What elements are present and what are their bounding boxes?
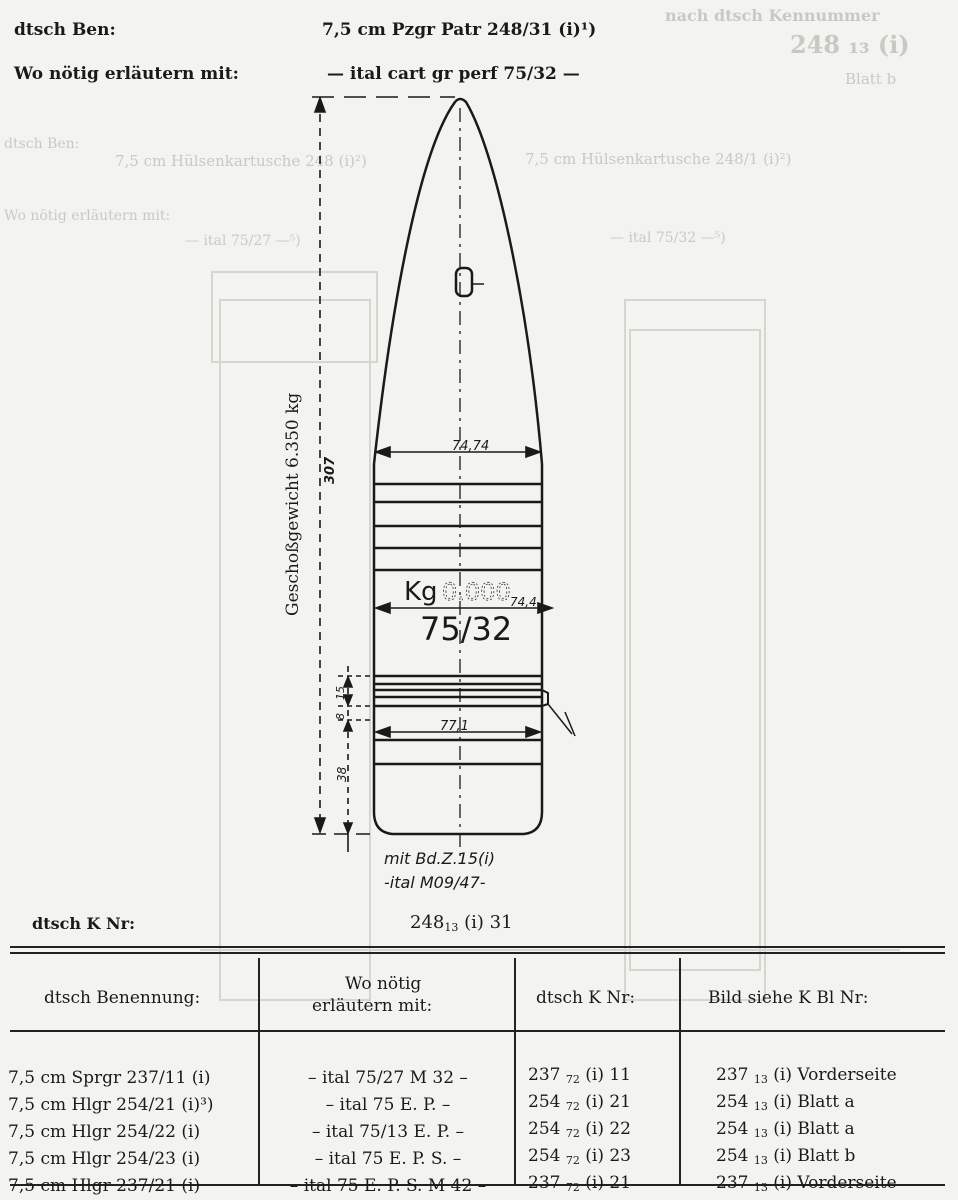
dim-body: 74,4 xyxy=(510,595,537,609)
col-header-name: dtsch Benennung: xyxy=(44,988,201,1008)
col-header-bild: Bild siehe K Bl Nr: xyxy=(708,988,869,1008)
fuze-note-2: -ital M09/47- xyxy=(384,873,486,892)
dim-ogive: 74,74 xyxy=(452,439,490,454)
row-bild: 254 $_{13}$ (i) Blatt b xyxy=(716,1146,856,1167)
bleed-text: 248 ₁₃ (i) xyxy=(790,30,910,59)
stamp-caliber: 75/32 xyxy=(420,610,513,648)
row-knr: 254 $_{72}$ (i) 21 xyxy=(528,1092,632,1113)
weight-label: Geschoßgewicht 6.350 kg xyxy=(283,392,303,616)
table-rule-top2 xyxy=(10,952,945,954)
dim-8: 8 xyxy=(334,713,347,720)
table-row xyxy=(8,1145,897,1172)
dim-total: 307 xyxy=(323,456,338,484)
row-ital: – ital 75 E. P. S. – xyxy=(314,1148,462,1169)
bleed-text: dtsch Ben: xyxy=(4,136,80,152)
dim-38: 38 xyxy=(335,766,349,782)
stamp-number: 0.000 xyxy=(442,578,511,606)
projectile-body xyxy=(374,464,542,834)
ammo-table xyxy=(8,1064,897,1199)
bleed-text: 7,5 cm Hülsenkartusche 248/1 (i)²) xyxy=(525,150,792,168)
col-header-ital-1: Wo nötig xyxy=(345,974,422,994)
row-bild: 237 $_{13}$ (i) Vorderseite xyxy=(716,1173,897,1194)
row-name: 7,5 cm Hlgr 254/23 (i) xyxy=(8,1148,201,1169)
row-knr: 237 $_{72}$ (i) 21 xyxy=(528,1173,632,1194)
bleed-text: Blatt b xyxy=(845,70,897,88)
bleed-text: nach dtsch Kennummer xyxy=(665,6,880,25)
row-knr: 254 $_{72}$ (i) 23 xyxy=(528,1146,632,1167)
row-ital: – ital 75 E. P. – xyxy=(325,1094,451,1115)
dim-band: 77,1 xyxy=(440,719,469,734)
table-row xyxy=(8,1064,897,1091)
table-rule-header xyxy=(10,1030,945,1032)
ben-label: dtsch Ben: xyxy=(14,20,116,40)
erl-label: Wo nötig erläutern mit: xyxy=(14,64,239,84)
row-knr: 254 $_{72}$ (i) 22 xyxy=(528,1119,632,1140)
table-row xyxy=(8,1172,897,1199)
knr-label: dtsch K Nr: xyxy=(32,914,135,933)
row-ital: – ital 75 E. P. S. M 42 – xyxy=(289,1175,487,1196)
row-ital: – ital 75/13 E. P. – xyxy=(311,1121,465,1142)
row-bild: 254 $_{13}$ (i) Blatt a xyxy=(716,1092,855,1113)
stamp-kg: Kg xyxy=(404,577,438,607)
fuze-note-1: mit Bd.Z.15(i) xyxy=(384,849,495,868)
bleed-text: — ital 75/32 —⁵) xyxy=(610,230,726,246)
bleed-text: 7,5 cm Hülsenkartusche 248 (i)²) xyxy=(115,152,367,170)
row-name: 7,5 cm Hlgr 254/21 (i)³) xyxy=(8,1094,214,1115)
row-bild: 254 $_{13}$ (i) Blatt a xyxy=(716,1119,855,1140)
row-name: 7,5 cm Hlgr 254/22 (i) xyxy=(8,1121,201,1142)
table-rule-top xyxy=(10,946,945,948)
row-ital: – ital 75/27 M 32 – xyxy=(308,1067,468,1088)
row-name: 7,5 cm Hlgr 237/21 (i) xyxy=(8,1175,201,1196)
row-bild: 237 $_{13}$ (i) Vorderseite xyxy=(716,1065,897,1086)
col-header-knr: dtsch K Nr: xyxy=(536,988,636,1008)
table-row xyxy=(8,1091,897,1118)
bleed-text: — ital 75/27 —⁵) xyxy=(185,233,301,249)
col-header-ital-2: erläutern mit: xyxy=(312,996,433,1016)
erl-value: — ital cart gr perf 75/32 — xyxy=(327,64,580,84)
knr-value: $248_{13}$ (i) 31 xyxy=(410,912,513,934)
row-name: 7,5 cm Sprgr 237/11 (i) xyxy=(8,1067,211,1088)
bleed-text: Wo nötig erläutern mit: xyxy=(4,208,171,224)
dim-15: 15 xyxy=(334,686,347,700)
table-row xyxy=(8,1118,897,1145)
ben-value: 7,5 cm Pzgr Patr 248/31 (i)¹) xyxy=(322,20,597,40)
projectile-ogive xyxy=(374,99,542,464)
row-knr: 237 $_{72}$ (i) 11 xyxy=(528,1065,632,1086)
